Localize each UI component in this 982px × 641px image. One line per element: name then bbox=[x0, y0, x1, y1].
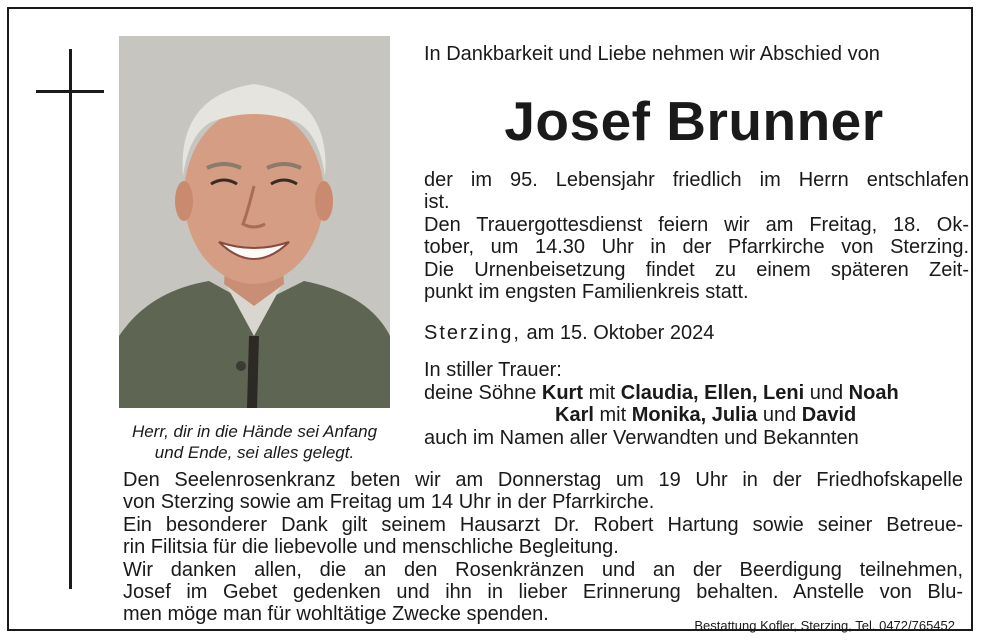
closing-line: men möge man für wohltätige Zwecke spenden. bbox=[123, 603, 549, 626]
with-word: mit bbox=[599, 404, 627, 426]
family-names: Monika, Julia bbox=[631, 404, 758, 426]
mourners-line-2 bbox=[424, 404, 969, 427]
closing-line: von Sterzing sowie am Freitag um 14 Uhr in der Pfarrkirche. bbox=[123, 491, 655, 514]
cross-icon bbox=[69, 49, 72, 589]
closing-text bbox=[123, 469, 963, 626]
closing-line: Den Seelenrosenkranz beten wir am Donnerstag um 19 Uhr in der Friedhofskapelle bbox=[123, 469, 963, 491]
body-line: Den Trauergottesdienst feiern wir am Freitag, 18. Ok- bbox=[424, 213, 969, 236]
photo-caption bbox=[119, 421, 390, 463]
caption-line: und Ende, sei alles gelegt. bbox=[154, 443, 355, 462]
service-details bbox=[424, 169, 969, 303]
closing-line: rin Filitsia für die liebevolle und menschliche Begleitung. bbox=[123, 536, 619, 559]
deceased-name: Josef Brunner bbox=[504, 90, 884, 152]
family-name-last: Noah bbox=[848, 381, 899, 404]
cross-icon-bar bbox=[36, 90, 104, 93]
portrait-photo bbox=[119, 36, 390, 408]
mourners bbox=[424, 359, 969, 449]
caption-line: Herr, dir in die Hände sei Anfang bbox=[131, 422, 378, 441]
family-name-last: David bbox=[801, 404, 857, 426]
and-word: und bbox=[809, 381, 844, 404]
with-word: mit bbox=[588, 381, 616, 404]
portrait-illustration bbox=[119, 36, 390, 408]
intro-line: In Dankbarkeit und Liebe nehmen wir Abschied von bbox=[424, 43, 880, 65]
mourners-line-1 bbox=[424, 382, 969, 405]
funeral-home: Bestattung Kofler, Sterzing, Tel. 0472/765452 bbox=[694, 618, 955, 633]
place: Sterzing, bbox=[424, 322, 521, 344]
son-name: Kurt bbox=[541, 381, 583, 404]
obituary-frame bbox=[7, 7, 973, 631]
body-line: punkt im engsten Familienkreis statt. bbox=[424, 281, 749, 304]
place-date bbox=[424, 322, 714, 345]
family-names: Claudia, Ellen, Leni bbox=[620, 381, 805, 404]
body-line: der im 95. Lebensjahr friedlich im Herrn entschlafen bbox=[424, 169, 969, 191]
body-line: Die Urnenbeisetzung findet zu einem späteren Zeit- bbox=[424, 258, 969, 281]
closing-line: Wir danken allen, die an den Rosenkränzen und an der Beerdigung teilnehmen, bbox=[123, 558, 963, 581]
relatives-line: auch im Namen aller Verwandten und Bekannten bbox=[424, 426, 859, 449]
sons-prefix: deine Söhne bbox=[424, 381, 537, 404]
closing-line: Ein besonderer Dank gilt seinem Hausarzt Dr. Robert Hartung sowie seiner Betreue- bbox=[123, 513, 963, 536]
closing-line: Josef im Gebet gedenken und ihn in lieber Erinnerung behalten. Anstelle von Blu- bbox=[123, 581, 963, 604]
mourners-heading: In stiller Trauer: bbox=[424, 359, 562, 381]
body-line: tober, um 14.30 Uhr in der Pfarrkirche von Sterzing. bbox=[424, 236, 969, 259]
date: am 15. Oktober 2024 bbox=[526, 322, 715, 344]
and-word: und bbox=[762, 404, 797, 426]
son-name: Karl bbox=[555, 404, 594, 426]
body-line: ist. bbox=[424, 191, 450, 214]
